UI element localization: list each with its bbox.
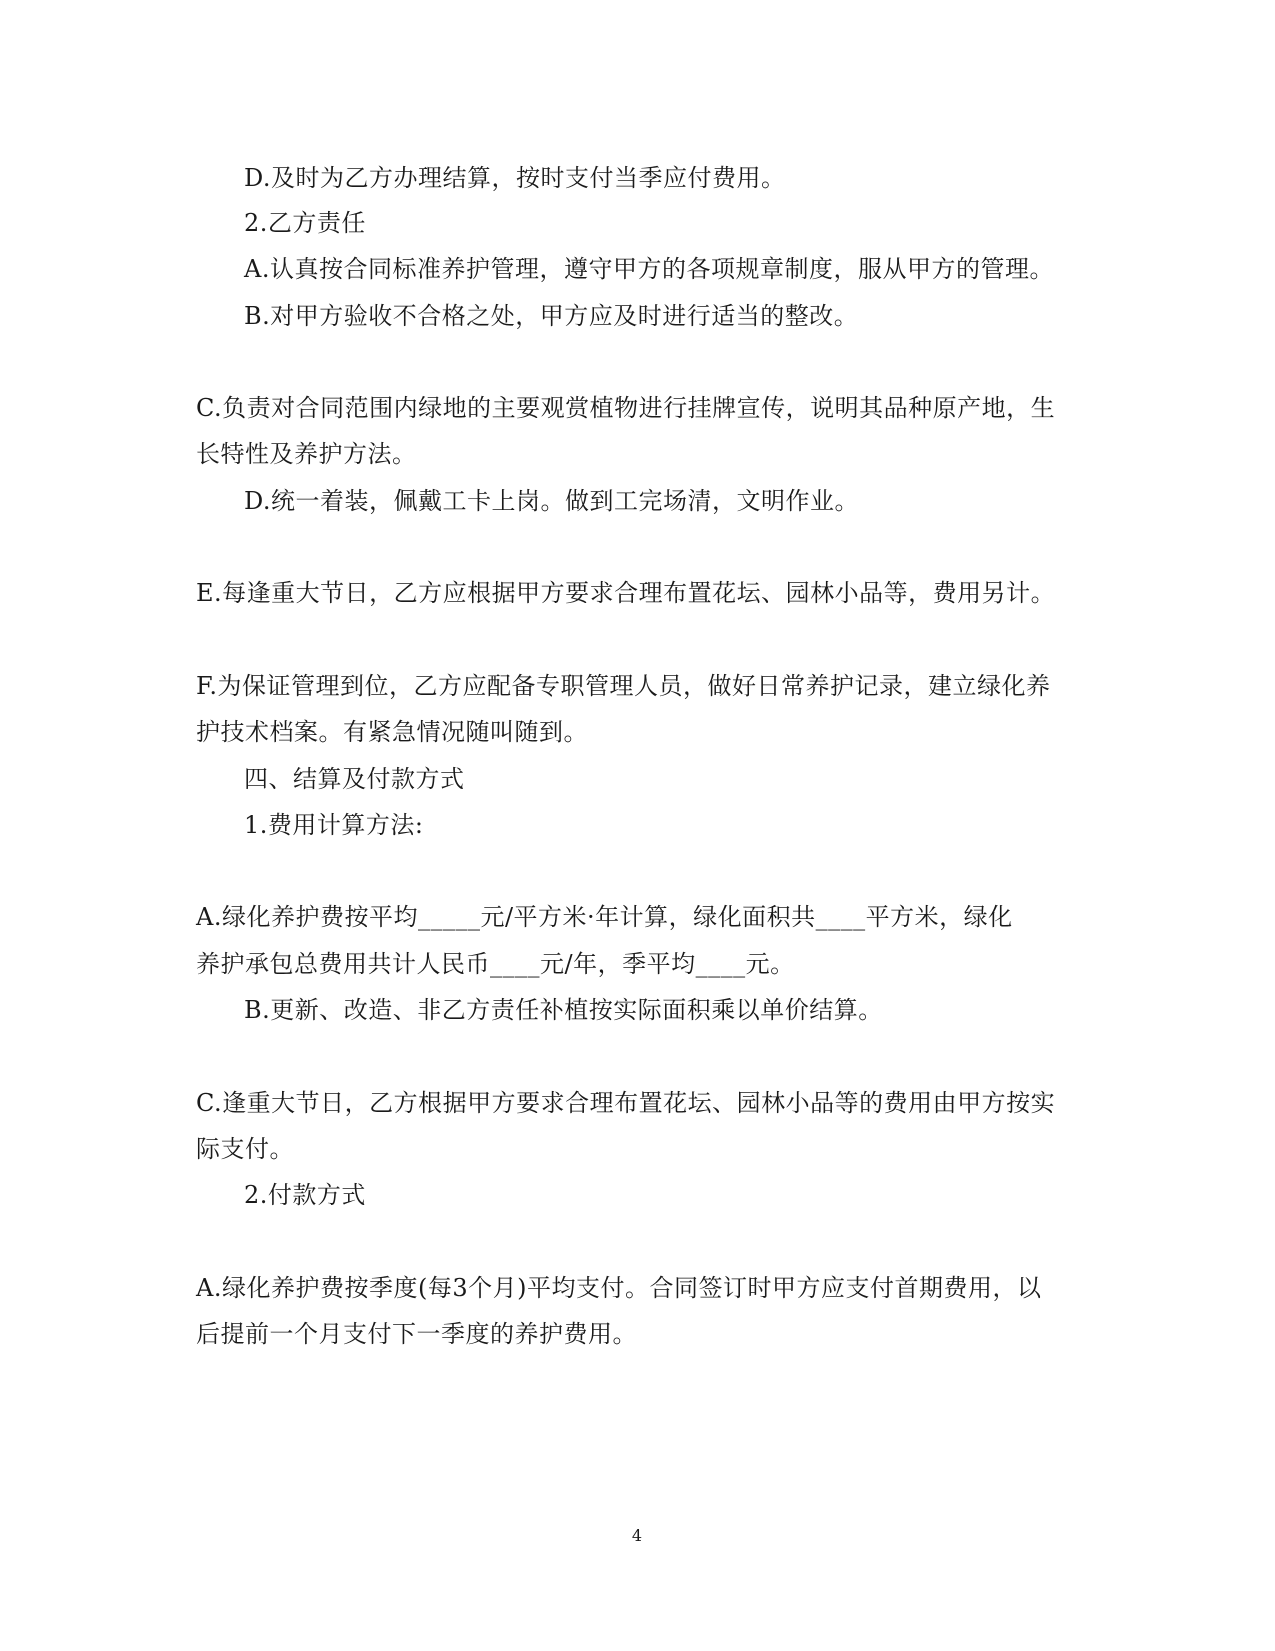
- page-number: 4: [631, 1526, 643, 1545]
- text-line: A.绿化养护费按季度(每3个月)平均支付。合同签订时甲方应支付首期费用，以: [196, 1274, 1042, 1302]
- section-heading: 四、结算及付款方式: [244, 765, 465, 793]
- text-line: B.对甲方验收不合格之处，甲方应及时进行适当的整改。: [244, 302, 859, 330]
- text-line: A.认真按合同标准养护管理，遵守甲方的各项规章制度，服从甲方的管理。: [244, 255, 1054, 283]
- text-line: D.及时为乙方办理结算，按时支付当季应付费用。: [244, 164, 786, 192]
- sub-heading: 1.费用计算方法:: [244, 811, 424, 839]
- text-line: 长特性及养护方法。: [196, 440, 417, 468]
- text-line: C.逢重大节日，乙方根据甲方要求合理布置花坛、园林小品等的费用由甲方按实: [196, 1089, 1056, 1117]
- text-line: F.为保证管理到位，乙方应配备专职管理人员，做好日常养护记录，建立绿化养: [196, 672, 1051, 700]
- text-line: 养护承包总费用共计人民币____元/年，季平均____元。: [196, 950, 795, 978]
- text-line: 后提前一个月支付下一季度的养护费用。: [196, 1320, 637, 1348]
- text-line: B.更新、改造、非乙方责任补植按实际面积乘以单价结算。: [244, 996, 883, 1024]
- sub-heading: 2.付款方式: [244, 1181, 366, 1209]
- text-line: E.每逢重大节日，乙方应根据甲方要求合理布置花坛、园林小品等，费用另计。: [196, 579, 1056, 607]
- text-line: C.负责对合同范围内绿地的主要观赏植物进行挂牌宣传，说明其品种原产地，生: [196, 394, 1056, 422]
- text-line: 护技术档案。有紧急情况随叫随到。: [196, 718, 588, 746]
- text-line: 2.乙方责任: [244, 209, 366, 237]
- text-line: D.统一着装，佩戴工卡上岗。做到工完场清，文明作业。: [244, 487, 860, 515]
- text-line: 际支付。: [196, 1135, 294, 1163]
- text-line: A.绿化养护费按平均_____元/平方米·年计算，绿化面积共____平方米，绿化: [196, 903, 1013, 931]
